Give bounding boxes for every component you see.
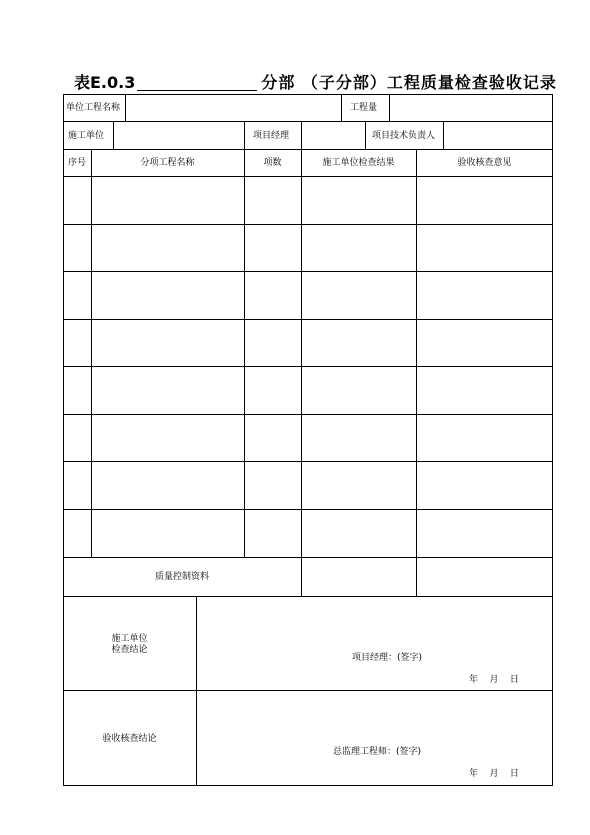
row-divider: [63, 149, 553, 150]
unit-project-field[interactable]: [127, 96, 339, 119]
row-divider: [63, 224, 553, 225]
row-divider: [63, 690, 553, 691]
contractor-conclusion-label-line1: 施工单位: [111, 634, 148, 644]
form-title-text: 分部 （子分部）工程质量检查验收记录: [261, 73, 557, 92]
column-header-acceptance-opinion: 验收核查意见: [457, 158, 512, 168]
contractor-field[interactable]: [115, 123, 242, 147]
project-manager-label: 项目经理: [253, 131, 290, 141]
column-header-item-count: 项数: [263, 158, 282, 168]
col-divider: [416, 149, 417, 596]
chief-supervisor-signature: 总监理工程师：(签字): [333, 747, 422, 757]
contractor-conclusion-date: 年 月 日: [469, 675, 519, 685]
col-divider: [443, 121, 444, 149]
row-divider: [63, 596, 553, 597]
column-header-subitem-name: 分项工程名称: [140, 158, 195, 168]
acceptance-conclusion-label: 验收核查结论: [102, 734, 157, 744]
row-divider: [63, 509, 553, 510]
col-divider: [244, 121, 245, 149]
col-divider: [244, 149, 245, 557]
col-divider: [91, 149, 92, 557]
division-name-blank[interactable]: [137, 72, 257, 91]
unit-project-label: 单位工程名称: [66, 103, 121, 113]
col-divider: [389, 94, 390, 121]
col-divider: [341, 94, 342, 121]
form-number: 表E.0.3: [74, 73, 136, 92]
quantity-label: 工程量: [350, 103, 378, 113]
contractor-conclusion-label-line2: 检查结论: [111, 645, 148, 655]
col-divider: [125, 94, 126, 121]
row-divider: [63, 557, 553, 558]
contractor-label: 施工单位: [68, 131, 105, 141]
col-divider: [301, 121, 302, 149]
row-divider: [63, 121, 553, 122]
quality-control-opinion-field[interactable]: [418, 559, 551, 594]
form-title: [74, 70, 557, 94]
column-header-seq: 序号: [67, 158, 86, 168]
acceptance-conclusion-date: 年 月 日: [469, 769, 519, 779]
row-divider: [63, 366, 553, 367]
col-divider: [365, 121, 366, 149]
column-header-contractor-result: 施工单位检查结果: [322, 158, 395, 168]
row-divider: [63, 319, 553, 320]
quality-control-label: 质量控制资料: [154, 572, 209, 582]
row-divider: [63, 461, 553, 462]
project-manager-signature: 项目经理：(签字): [352, 653, 423, 663]
quantity-field[interactable]: [391, 96, 551, 119]
col-divider: [113, 121, 114, 149]
row-divider: [63, 414, 553, 415]
row-divider: [63, 271, 553, 272]
project-manager-field[interactable]: [303, 123, 363, 147]
quality-control-result-field[interactable]: [303, 559, 414, 594]
tech-lead-label: 项目技术负责人: [372, 131, 436, 141]
row-divider: [63, 176, 553, 177]
col-divider: [196, 596, 197, 786]
tech-lead-field[interactable]: [445, 123, 551, 147]
col-divider: [301, 149, 302, 596]
